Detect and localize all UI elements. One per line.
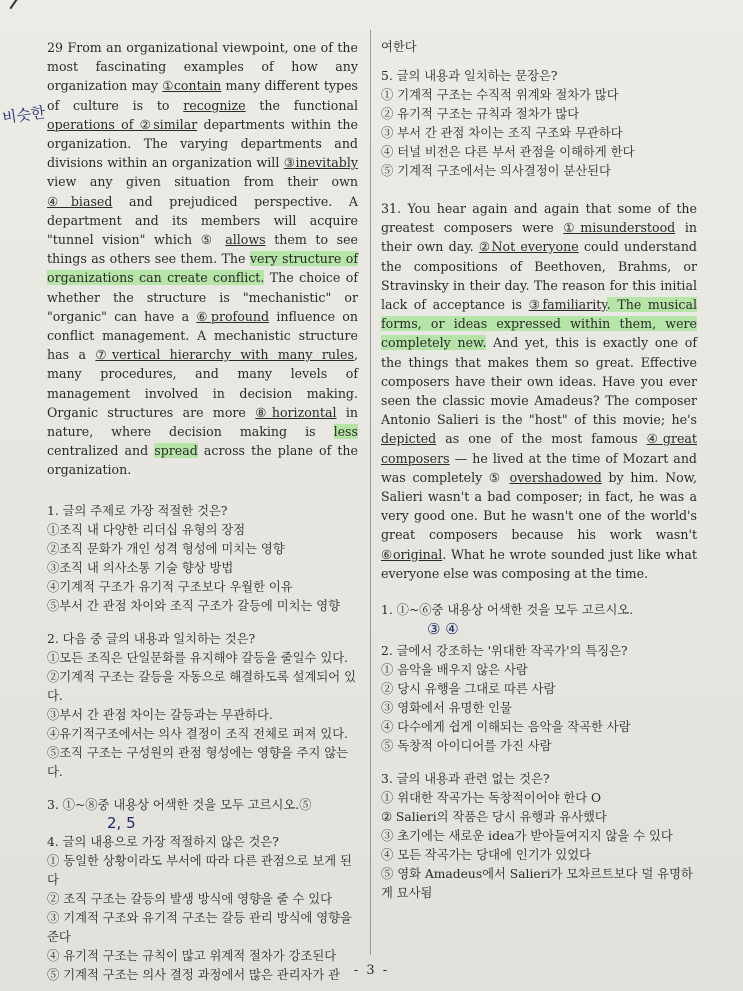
- question-title: 4. 글의 내용으로 가장 적절하지 않은 것은?: [47, 834, 279, 849]
- option: ③ 기계적 구조와 유기적 구조는 갈등 관리 방식에 영향을 준다: [47, 910, 352, 944]
- option: ① 음악을 배우지 않은 사람: [381, 663, 528, 678]
- question-2: [47, 630, 358, 782]
- question-1: [47, 502, 358, 616]
- option: ④ 모든 작곡가는 당대에 인기가 있었다: [381, 848, 592, 863]
- question-31-3: [381, 770, 697, 903]
- question-31-2: [381, 642, 697, 756]
- option: ⑤ 영화 Amadeus에서 Salieri가 모차르트보다 덜 유명하게 묘사됨: [381, 867, 693, 901]
- handwritten-answer: 2, 5: [107, 813, 136, 832]
- question-title: 2. 글에서 강조하는 '위대한 작곡가'의 특징은?: [381, 644, 628, 659]
- option: ① 동일한 상황이라도 부서에 따라 다른 관점으로 보게 된다: [47, 853, 352, 887]
- answer-mark: ⑤: [299, 797, 312, 812]
- option: ① 기계적 구조는 수직적 위계와 절차가 많다: [381, 88, 619, 102]
- question-3: [47, 796, 358, 831]
- option: ④ 다수에게 쉽게 이해되는 음악을 작곡한 사람: [381, 720, 631, 735]
- column-divider: [370, 30, 371, 955]
- option: ① 위대한 작곡가는 독창적이어야 한다 O: [381, 791, 602, 806]
- highlight: very structure of organizations can create conflict.: [47, 251, 358, 286]
- option: ②조직 문화가 개인 성격 형성에 미치는 영향: [47, 541, 285, 556]
- option: ④ 터널 비전은 다른 부서 관점을 이해하게 한다: [381, 145, 635, 159]
- option: ②기계적 구조는 갈등을 자동으로 해결하도록 설계되어 있다.: [47, 669, 356, 703]
- option: ⑤ 기계적 구조에서는 의사결정이 분산된다: [381, 164, 611, 178]
- passage-31: 31. You hear again and again that some of the greatest composers were ①misunderstood in their own day. ②Not everyone could understand the compositions of Beethoven, Brahms, or Stravinsky in their day. The reason for this initial lack of acceptance is ③familiarity. The musical forms, or ideas expressed within them, were completely new. And yet, this is exactly one of the things that makes them so great. Effective composers have their own ideas. Have you ever seen the classic movie Amadeus? The composer Antonio Salieri is the "host" of this movie; he's depicted as one of the most famous ④great composers — he lived at the time of Mozart and was completely ⑤ overshadowed by him. Now, Salieri wasn't a bad composer; in fact, he was a very good one. But he wasn't one of the world's great composers because his work wasn't ⑥original. What he wrote sounded just like what everyone else was composing at the time.: [381, 201, 697, 581]
- handwritten-margin-note: 비슷한: [1, 103, 47, 127]
- question-title: 3. 글의 내용과 관련 없는 것은?: [381, 772, 550, 787]
- continued-text: 여한다: [381, 40, 417, 54]
- option: ③조직 내 의사소통 기술 향상 방법: [47, 560, 234, 575]
- option: ② Salieri의 작품은 당시 유행과 유사했다: [381, 810, 607, 825]
- passage-29: 29 From an organizational viewpoint, one of the most fascinating examples of how any organization may ①contain many different types of culture is to recognize the functional operations of ②similar departments within the organization. The varying departments and divisions within an organization will ③inevitably view any given situation from their own ④biased and prejudiced perspective. A department and its members will acquire "tunnel vision" which ⑤ allows them to see things as others see them. The very structure of organizations can create conflict. The choice of whether the structure is "mechanistic" or "organic" can have a ⑥profound influence on conflict management. A mechanistic structure has a ⑦vertical hierarchy with many rules, many procedures, and many levels of management involved in decision making. Organic structures are more ⑧horizontal in nature, where decision making is less centralized and spread across the plane of the organization.: [47, 40, 358, 478]
- option: ①조직 내 다양한 리더십 유형의 장점: [47, 522, 246, 537]
- option: ④ 유기적 구조는 규칙이 많고 위계적 절차가 강조된다: [47, 948, 337, 963]
- pen-mark: [9, 0, 30, 17]
- option: ③ 부서 간 관점 차이는 조직 구조와 무관하다: [381, 126, 623, 140]
- question-title: 2. 다음 중 글의 내용과 일치하는 것은?: [47, 631, 256, 646]
- question-5: [381, 67, 697, 181]
- option: ⑤ 독창적 아이디어를 가진 사람: [381, 739, 552, 754]
- page-number: - 3 -: [353, 963, 390, 978]
- option: ② 당시 유행을 그대로 따른 사람: [381, 682, 556, 697]
- option: ④유기적구조에서는 의사 결정이 조직 전체로 퍼져 있다.: [47, 726, 348, 741]
- question-title: 3. ①~⑧중 내용상 어색한 것을 모두 고르시오.⑤: [47, 797, 312, 812]
- question-title: 1. 글의 주제로 가장 적절한 것은?: [47, 503, 228, 518]
- option: ② 유기적 구조는 규칙과 절차가 많다: [381, 107, 580, 121]
- handwritten-answer: ③ ④: [427, 620, 459, 639]
- question-title: 5. 글의 내용과 일치하는 문장은?: [381, 69, 558, 83]
- question-title: 1. ①~⑥중 내용상 어색한 것을 모두 고르시오.: [381, 603, 634, 618]
- option: ② 조직 구조는 갈등의 발생 방식에 영향을 줄 수 있다: [47, 891, 333, 906]
- option: ⑤ 기계적 구조는 의사 결정 과정에서 많은 관리자가 관: [47, 967, 341, 982]
- question-4: [47, 833, 358, 985]
- question-31-1: [381, 601, 697, 638]
- option: ①모든 조직은 단일문화를 유지해야 갈등을 줄일수 있다.: [47, 650, 348, 665]
- option: ④기계적 구조가 유기적 구조보다 우월한 이유: [47, 579, 293, 594]
- right-column: [381, 38, 697, 903]
- option: ⑤조직 구조는 구성원의 관점 형성에는 영향을 주지 않는다.: [47, 745, 348, 779]
- option: ③부서 간 관점 차이는 갈등과는 무관하다.: [47, 707, 273, 722]
- option: ⑤부서 간 관점 차이와 조직 구조가 갈등에 미치는 영향: [47, 598, 341, 613]
- left-column: [47, 38, 358, 985]
- option: ③ 영화에서 유명한 인물: [381, 701, 512, 716]
- option: ③ 초기에는 새로운 idea가 받아들여지지 않을 수 있다: [381, 829, 673, 844]
